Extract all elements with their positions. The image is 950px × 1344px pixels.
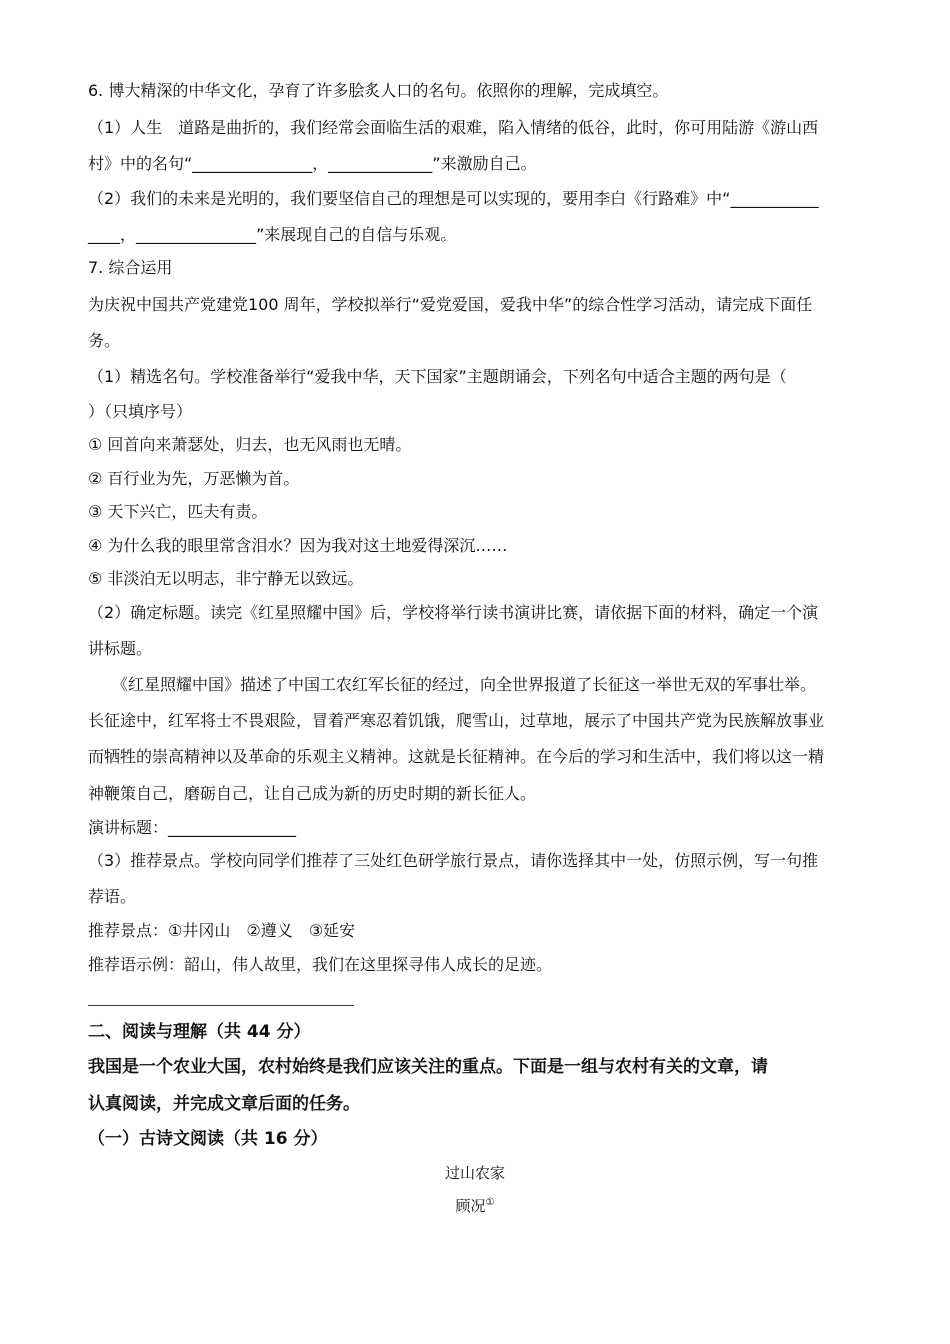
q7-option: ① 回首向来萧瑟处，归去，也无风雨也无晴。 <box>88 435 412 454</box>
recommendation-example: 推荐语示例：韶山，伟人故里，我们在这里探寻伟人成长的足迹。 <box>88 955 553 974</box>
q6-stem: 6. 博大精深的中华文化，孕育了许多脍炙人口的名句。依照你的理解，完成填空。 <box>88 81 669 100</box>
q7-intro-line2: 务。 <box>88 331 121 350</box>
material-line: 《红星照耀中国》描述了中国工农红军长征的经过，向全世界报道了长征这一举世无双的军事壮举。 <box>88 675 817 694</box>
section-2-intro-line1: 我国是一个农业大国，农村始终是我们应该关注的重点。下面是一组与农村有关的文章，请 <box>88 1057 768 1077</box>
poem-author <box>0 1195 950 1217</box>
q7-option: ⑤ 非淡泊无以明志，非宁静无以致远。 <box>88 569 364 588</box>
answer-line-divider <box>88 1005 354 1006</box>
poem-title: 过山农家 <box>444 1164 505 1182</box>
footnote-marker: ① <box>485 1197 495 1208</box>
q7-intro-line1: 为庆祝中国共产党建党100 周年，学校拟举行“爱党爱国，爱我中华”的综合性学习活动，请完成下面任 <box>88 295 813 314</box>
q6-item1-line1: （1）人生 道路是曲折的，我们经常会面临生活的艰难，陷入情绪的低谷，此时，你可用陆游《游山西 <box>88 118 819 137</box>
recommended-spots: 推荐景点：①井冈山 ②遵义 ③延安 <box>88 921 356 940</box>
material-line: 长征途中，红军将士不畏艰险，冒着严寒忍着饥饿，爬雪山，过草地，展示了中国共产党为民族解放事业 <box>88 711 825 730</box>
material-line: 而牺牲的崇高精神以及革命的乐观主义精神。这就是长征精神。在今后的学习和生活中，我们将以这一精 <box>88 747 825 766</box>
q7-sub1-line1: （1）精选名句。学校准备举行“爱我中华，天下国家”主题朗诵会，下列名句中适合主题的两句是（ <box>88 367 787 386</box>
q6-item2-line1: （2）我们的未来是光明的，我们要坚信自己的理想是可以实现的，要用李白《行路难》中“___________ <box>88 189 819 208</box>
q6-item1-line2: 村》中的名句“_______________，_____________”来激励自己。 <box>88 154 537 173</box>
material-line: 神鞭策自己，磨砺自己，让自己成为新的历史时期的新长征人。 <box>88 784 537 803</box>
q7-sub1-line2: ）（只填序号） <box>88 402 193 421</box>
q6-item2-line2: ____，_______________”来展现自己的自信与乐观。 <box>88 225 457 244</box>
section-2-heading: 二、阅读与理解（共 44 分） <box>88 1022 311 1042</box>
q7-sub2-line1: （2）确定标题。读完《红星照耀中国》后，学校将举行读书演讲比赛，请依据下面的材料，确定一个演 <box>88 603 819 622</box>
speech-title-blank: 演讲标题：________________ <box>88 818 297 837</box>
q7-option: ③ 天下兴亡，匹夫有责。 <box>88 502 268 521</box>
q7-sub3-line1: （3）推荐景点。学校向同学们推荐了三处红色研学旅行景点，请你选择其中一处，仿照示例，写一句推 <box>88 851 819 870</box>
q7-option: ④ 为什么我的眼里常含泪水？因为我对这土地爱得深沉…… <box>88 536 508 555</box>
part-1-heading: （一）古诗文阅读（共 16 分） <box>88 1129 328 1149</box>
q7-title: 7. 综合运用 <box>88 258 173 277</box>
section-2-intro-line2: 认真阅读，并完成文章后面的任务。 <box>88 1094 360 1114</box>
poem-author-name: 顾况 <box>455 1197 486 1215</box>
q7-sub2-line2: 讲标题。 <box>88 639 153 658</box>
q7-sub3-line2: 荐语。 <box>88 887 137 906</box>
q7-option: ② 百行业为先，万恶懒为首。 <box>88 469 300 488</box>
